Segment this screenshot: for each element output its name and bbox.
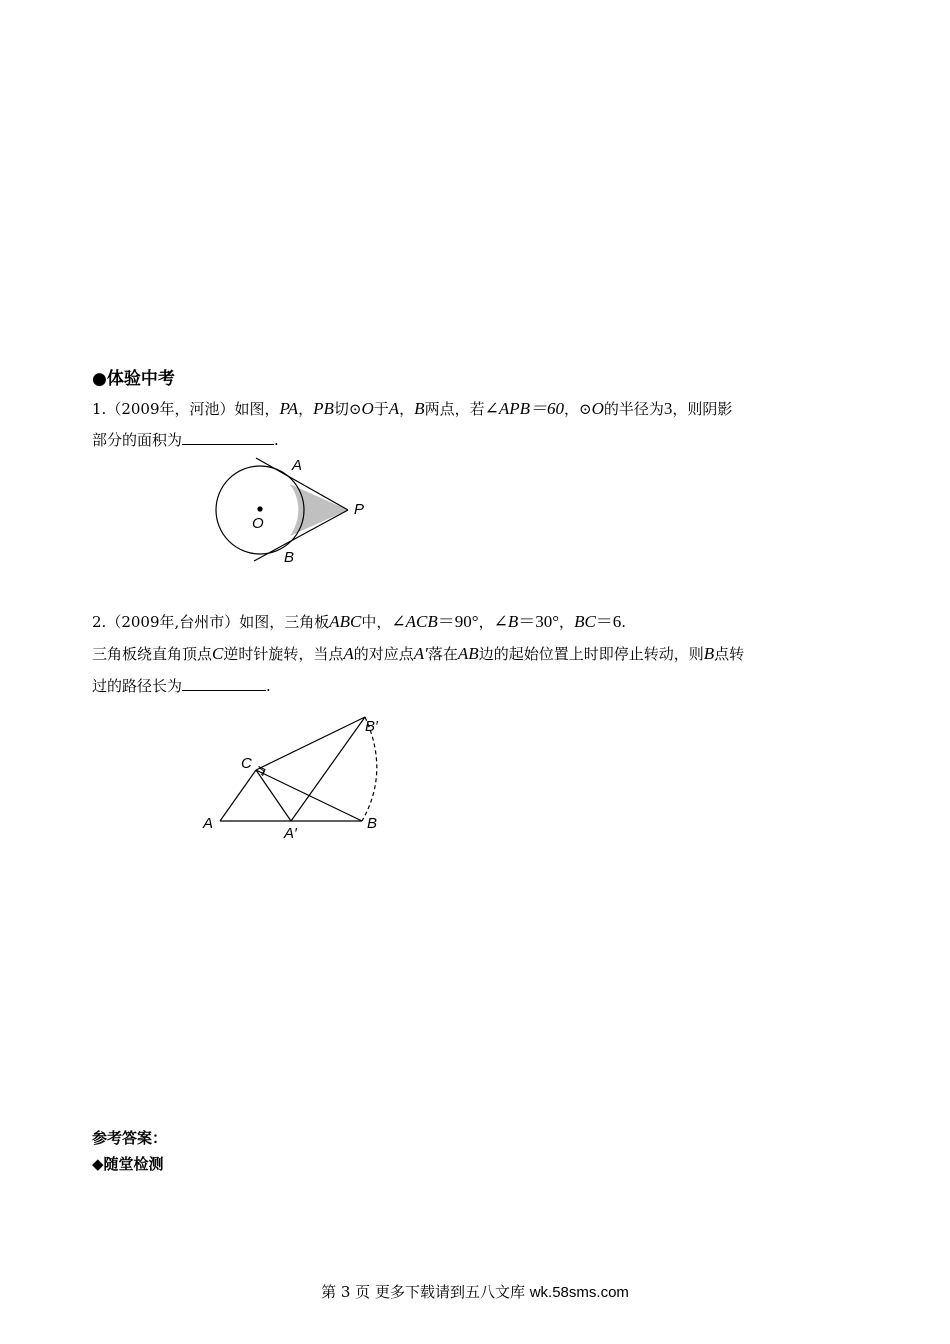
problem-1-number: 1. [92, 400, 107, 418]
problem-1-text: 于 [373, 400, 389, 418]
circle-o: O [591, 399, 604, 418]
problem-1-text: 的半径为 [603, 400, 664, 418]
angle-apb: ∠APB＝60 [484, 399, 564, 418]
problem-2-text: 边的起始位置上时即停止转动，则 [478, 645, 704, 663]
segment-pa: PA [279, 399, 299, 418]
angle-acb: ∠ACB [391, 612, 438, 631]
answer-blank [182, 676, 266, 691]
radius-value: 3 [663, 399, 673, 418]
label-b: B [284, 549, 295, 566]
problem-2-text: 三角板绕直角顶点 [92, 645, 213, 663]
footer-text: 第 3 页 更多下载请到五八文库 [321, 1283, 530, 1301]
page-footer [0, 1281, 950, 1302]
label-o: O [252, 515, 264, 532]
problem-2-text: 的对应点 [353, 645, 414, 663]
segment-ca-prime-line [256, 770, 291, 821]
problem-2-source: （2009年,台州市） [106, 613, 240, 631]
problem-2-text: . [266, 677, 271, 695]
point-b: B [703, 644, 715, 663]
problem-2-text: 如图，三角板 [239, 613, 330, 631]
label-b: B [367, 815, 378, 832]
problem-1-text: ， [399, 400, 415, 418]
point-a: A [388, 399, 400, 418]
center-point [257, 506, 262, 511]
angle-b: ∠B [493, 612, 519, 631]
point-c: C [212, 644, 224, 663]
problem-1-text: ，则阴影 [672, 400, 733, 418]
check-title: ◆随堂检测 [92, 1155, 164, 1173]
label-b-prime: B′ [365, 718, 378, 735]
segment-bc: BC [574, 612, 596, 631]
label-c: C [241, 755, 252, 772]
problem-2-number: 2. [92, 613, 107, 631]
problem-1-line-2 [92, 430, 279, 450]
problem-2-line-2 [92, 644, 744, 664]
label-a: A [292, 457, 303, 474]
problem-2-text: 点转 [714, 645, 745, 663]
figure-2-rotated-triangle [195, 700, 395, 845]
circle-o: O [361, 399, 374, 418]
point-a-prime: A′ [413, 644, 428, 663]
segment-pb: PB [313, 399, 334, 418]
answer-blank [182, 430, 274, 445]
label-p: P [354, 501, 365, 518]
segment-a-prime-b-prime-line [291, 717, 365, 821]
problem-1-text: ， [298, 400, 314, 418]
angle-b-value: ＝30° [518, 612, 560, 631]
segment-cb-prime-line [256, 717, 365, 770]
problem-1-line-1 [92, 399, 732, 419]
problem-2-text: ， [559, 613, 575, 631]
section-title: ●体验中考 [92, 369, 175, 389]
label-a: A [203, 815, 214, 832]
angle-acb-value: ＝90° [437, 612, 479, 631]
segment-ab: AB [457, 644, 479, 663]
footer-site: wk.58sms.com [529, 1284, 629, 1301]
answers-title: 参考答案： [92, 1129, 168, 1147]
problem-1-text: 如图， [234, 400, 280, 418]
problem-1-source: （2009年，河池） [106, 400, 235, 418]
segment-bc-value: ＝6 [595, 612, 622, 631]
problem-2-text: 过的路径长为 [92, 677, 183, 695]
problem-1-text: 两点，若 [424, 400, 485, 418]
problem-1-text: ，⊙ [563, 400, 592, 418]
problem-1-text: 切⊙ [333, 400, 362, 418]
problem-2-text: 中， [361, 613, 392, 631]
label-a-prime: A′ [284, 825, 297, 842]
problem-1-text: 部分的面积为 [92, 431, 183, 449]
point-a: A [343, 644, 354, 663]
figure-1-circle-tangents [200, 450, 380, 570]
shaded-region [290, 484, 348, 536]
triangle-abc: ABC [329, 612, 362, 631]
problem-2-line-3 [92, 676, 271, 696]
problem-2-text: 落在 [427, 645, 458, 663]
problem-2-text: ， [478, 613, 494, 631]
segment-ac-line [220, 770, 256, 821]
problem-2-text: . [621, 613, 627, 631]
problem-1-text: . [274, 431, 279, 449]
problem-2-line-1 [92, 612, 626, 632]
problem-2-text: 逆时针旋转，当点 [223, 645, 344, 663]
point-b: B [414, 399, 425, 418]
